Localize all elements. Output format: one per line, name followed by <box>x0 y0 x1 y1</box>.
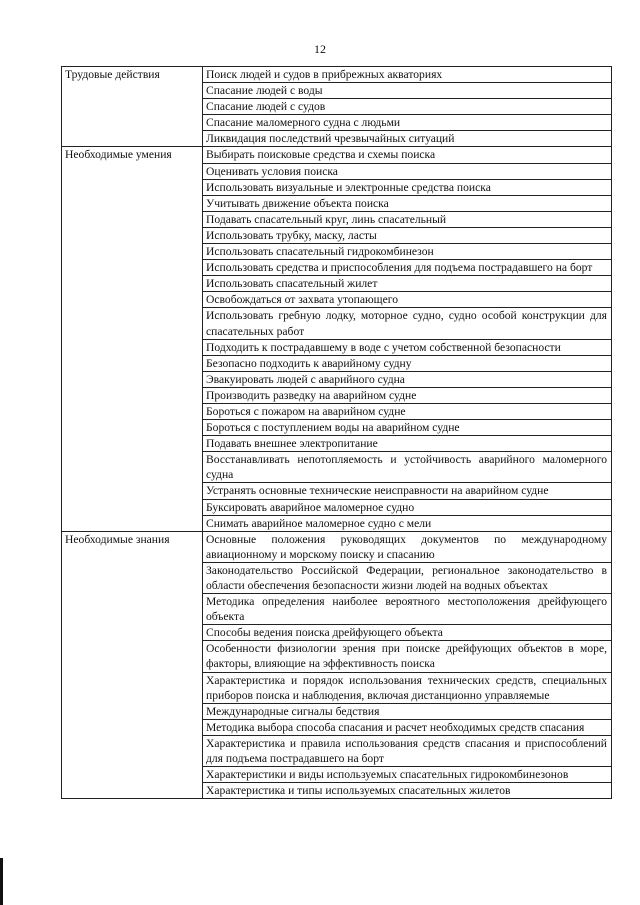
table-cell-item: Производить разведку на аварийном судне <box>203 387 612 403</box>
table-cell-item: Использовать средства и приспособления для подъема пострадавшего на борт <box>203 260 612 276</box>
table-cell-item: Выбирать поисковые средства и схемы поиска <box>203 147 612 163</box>
table-cell-item: Использовать спасательный жилет <box>203 276 612 292</box>
table-cell-item: Поиск людей и судов в прибрежных акваториях <box>203 67 612 83</box>
table-cell-item: Характеристика и правила использования средств спасания и приспособлений для подъема пострадавшего на борт <box>203 735 612 766</box>
table-cell-item: Законодательство Российской Федерации, региональное законодательство в области обеспечения безопасности жизни людей на водных объектах <box>203 562 612 593</box>
table-cell-item: Характеристика и порядок использования технических средств, специальных приборов поиска и наблюдения, включая дистанционно управляемые <box>203 672 612 703</box>
section-title: Трудовые действия <box>62 67 203 147</box>
table-cell-item: Буксировать аварийное маломерное судно <box>203 499 612 515</box>
table-cell-item: Спасание людей с воды <box>203 83 612 99</box>
table-cell-item: Способы ведения поиска дрейфующего объекта <box>203 625 612 641</box>
table-cell-item: Бороться с пожаром на аварийном судне <box>203 403 612 419</box>
table-row <box>62 531 612 562</box>
section-title: Необходимые знания <box>62 531 203 799</box>
table-cell-item: Использовать гребную лодку, моторное судно, судно особой конструкции для спасательных работ <box>203 308 612 339</box>
table-cell-item: Устранять основные технические неисправности на аварийном судне <box>203 483 612 499</box>
table-cell-item: Подавать внешнее электропитание <box>203 436 612 452</box>
table-cell-item: Безопасно подходить к аварийному судну <box>203 355 612 371</box>
scan-edge-mark <box>0 858 3 905</box>
table-cell-item: Спасание людей с судов <box>203 99 612 115</box>
competency-table-body <box>62 67 612 799</box>
table-cell-item: Эвакуировать людей с аварийного судна <box>203 371 612 387</box>
table-cell-item: Оценивать условия поиска <box>203 163 612 179</box>
table-row <box>62 147 612 163</box>
table-cell-item: Подходить к пострадавшему в воде с учетом собственной безопасности <box>203 339 612 355</box>
section-title: Необходимые умения <box>62 147 203 531</box>
table-cell-item: Освобождаться от захвата утопающего <box>203 292 612 308</box>
table-cell-item: Характеристики и виды используемых спасательных гидрокомбинезонов <box>203 767 612 783</box>
table-cell-item: Использовать визуальные и электронные средства поиска <box>203 179 612 195</box>
table-cell-item: Спасание маломерного судна с людьми <box>203 115 612 131</box>
table-cell-item: Методика определения наиболее вероятного местоположения дрейфующего объекта <box>203 594 612 625</box>
table-cell-item: Использовать трубку, маску, ласты <box>203 227 612 243</box>
table-cell-item: Характеристика и типы используемых спасательных жилетов <box>203 783 612 799</box>
table-cell-item: Методика выбора способа спасания и расчет необходимых средств спасания <box>203 719 612 735</box>
table-cell-item: Особенности физиологии зрения при поиске дрейфующих объектов в море, факторы, влияющие на эффективность поиска <box>203 641 612 672</box>
table-cell-item: Международные сигналы бедствия <box>203 703 612 719</box>
table-cell-item: Бороться с поступлением воды на аварийном судне <box>203 420 612 436</box>
table-cell-item: Восстанавливать непотопляемость и устойчивость аварийного маломерного судна <box>203 452 612 483</box>
table-cell-item: Ликвидация последствий чрезвычайных ситуаций <box>203 131 612 147</box>
table-cell-item: Подавать спасательный круг, линь спасательный <box>203 211 612 227</box>
table-cell-item: Использовать спасательный гидрокомбинезон <box>203 244 612 260</box>
table-cell-item: Учитывать движение объекта поиска <box>203 195 612 211</box>
page-number: 12 <box>314 42 326 56</box>
table-cell-item: Снимать аварийное маломерное судно с мели <box>203 515 612 531</box>
competency-table <box>61 66 612 799</box>
table-row <box>62 67 612 83</box>
table-cell-item: Основные положения руководящих документов по международному авиационному и морскому поиску и спасанию <box>203 531 612 562</box>
